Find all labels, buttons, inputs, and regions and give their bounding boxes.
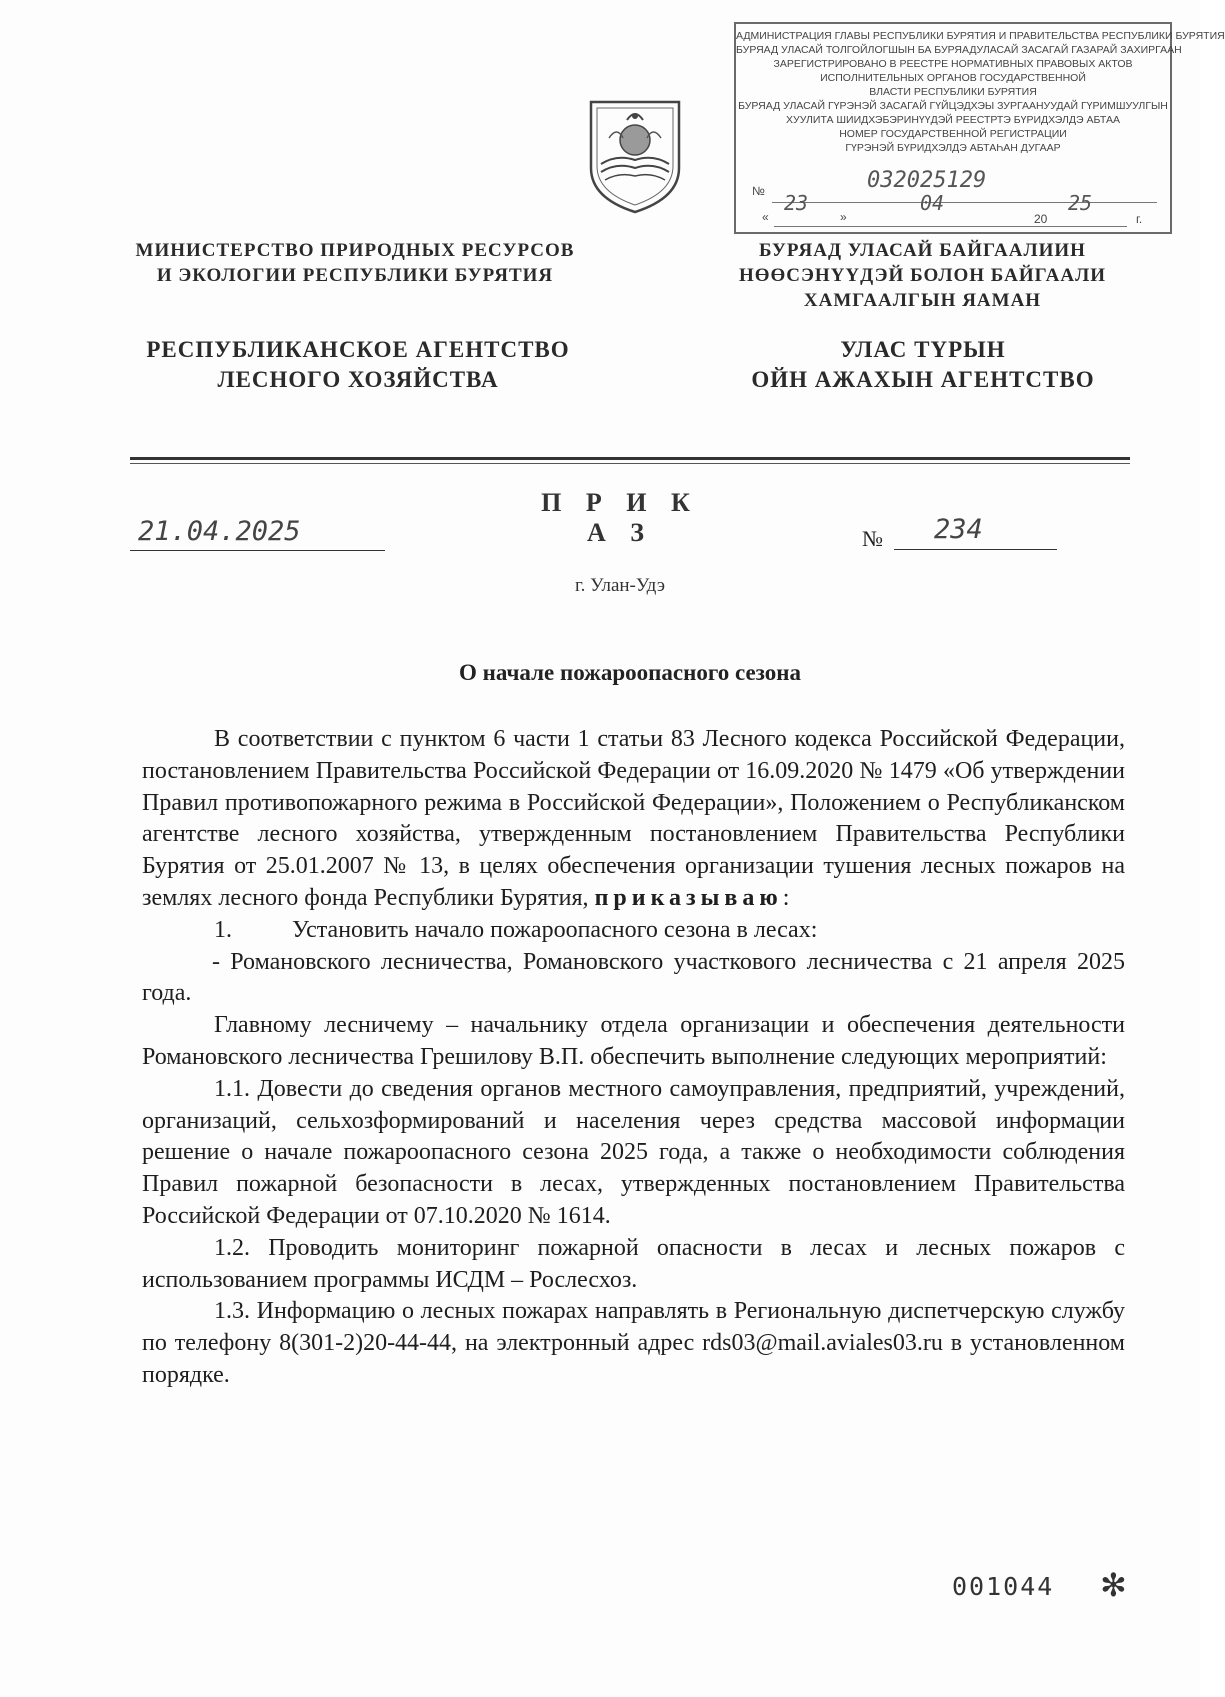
stamp-registration-number: 032025129	[867, 168, 987, 193]
coat-of-arms-icon	[587, 98, 683, 216]
preamble-text: В соответствии с пунктом 6 части 1 статьи 83 Лесного кодекса Российской Федерации, постановлением Правительства Российской Федерации от 16.09.2020 № 1479 «Об утверждении Правил противопожарного режима в Российской Федерации», Положением о Республиканском агентстве лесного хозяйства, утвержденным постановлением Правительства Республики Бурятия от 25.01.2007 № 13, в целях обеспечения организации тушения лесных пожаров на землях лесного фонда Республики Бурятия,	[142, 726, 1125, 911]
preamble-end: :	[782, 884, 790, 911]
stamp-line: АДМИНИСТРАЦИЯ ГЛАВЫ РЕСПУБЛИКИ БУРЯТИЯ И ПРАВИТЕЛЬСТВА РЕСПУБЛИКИ БУРЯТИЯ	[736, 30, 1225, 42]
paragraph-2: Главному лесничему – начальнику отдела организации и обеспечения деятельности Романовского лесничества Грешилову В.П. обеспечить выполнение следующих мероприятий:	[142, 1012, 1125, 1070]
stamp-line: НОМЕР ГОСУДАРСТВЕННОЙ РЕГИСТРАЦИИ	[839, 128, 1067, 140]
stamp-line: ВЛАСТИ РЕСПУБЛИКИ БУРЯТИЯ	[869, 86, 1037, 98]
order-date-field	[130, 516, 385, 551]
stamp-line: БУРЯАД УЛАСАЙ ГҮРЭНЭЙ ЗАСАГАЙ ГҮЙЦЭДХЭЫ ЗУРГААНУУДАЙ ГҮРИМШУУЛГЫН	[738, 100, 1168, 112]
stamp-date-suffix: г.	[1136, 212, 1143, 226]
ministry-name-bua	[720, 238, 1125, 313]
ministry-name-ru-line: МИНИСТЕРСТВО ПРИРОДНЫХ РЕСУРСОВ	[135, 240, 575, 261]
preamble-paragraph	[142, 724, 1125, 915]
stamp-line: ХУУЛИТА ШИИДХЭБЭРИНҮҮДЭЙ РЕЕСТРТЭ БҮРИДХЭЛДЭ АБТАА	[786, 114, 1120, 126]
order-subject: О начале пожароопасного сезона	[458, 660, 802, 685]
stamp-year-prefix: 20	[1034, 212, 1048, 226]
stamp-date-month: 04	[920, 191, 945, 215]
header-divider-thick	[130, 457, 1130, 460]
order-body	[142, 724, 1125, 1392]
agency-name-bua	[728, 335, 1118, 395]
order-number-label: №	[862, 526, 883, 551]
agency-name-ru	[128, 335, 588, 395]
order-number-line	[894, 549, 1057, 550]
order-verb: приказываю	[594, 884, 783, 911]
item-1-2: 1.2. Проводить мониторинг пожарной опасности в лесах и лесных пожаров с использованием программы ИСДМ – Рослесхоз.	[142, 1234, 1125, 1293]
item-1-sub: - Романовского лесничества, Романовского участкового лесничества с 21 апреля 2025 года.	[142, 948, 1125, 1007]
stamp-date-year: 25	[1068, 191, 1093, 215]
ministry-name-ru	[120, 238, 590, 288]
stamp-number-line	[772, 202, 1157, 203]
registration-stamp	[734, 22, 1225, 234]
agency-name-ru-line: ЛЕСНОГО ХОЗЯЙСТВА	[217, 367, 499, 392]
stamp-number-label: №	[752, 184, 765, 198]
stamp-registration-number-row	[752, 168, 1157, 204]
item-1-3: 1.3. Информацию о лесных пожарах направлять в Региональную диспетчерскую службу по телефону 8(301-2)20-44-44, на электронный адрес rds03@mail.aviales03.ru в установленном порядке.	[142, 1298, 1125, 1388]
ministry-name-bua-line: БУРЯАД УЛАСАЙ БАЙГААЛИИН	[759, 240, 1086, 261]
order-number-field	[862, 514, 1057, 551]
header-divider-thin	[130, 463, 1130, 464]
agency-name-ru-line: РЕСПУБЛИКАНСКОЕ АГЕНТСТВО	[146, 337, 570, 362]
item-1-number: 1.	[214, 916, 232, 943]
agency-name-bua-line: УЛАС ТҮРЫН	[840, 337, 1006, 362]
item-1-1: 1.1. Довести до сведения органов местного самоуправления, предприятий, учреждений, организаций, сельхозформирований и населения через средства массовой информации решение о начале пожароопасного сезона 2025 года, а также о необходимости соблюдения Правил пожарной безопасности в лесах, утвержденных постановлением Правительства Российской Федерации от 07.10.2020 № 1614.	[142, 1075, 1125, 1229]
stamp-line: ГҮРЭНЭЙ БҮРИДХЭЛДЭ АБТАҺАН ДУГААР	[845, 142, 1061, 154]
stamp-line: ЗАРЕГИСТРИРОВАНО В РЕЕСТРЕ НОРМАТИВНЫХ ПРАВОВЫХ АКТОВ	[773, 58, 1133, 70]
order-title: П Р И К А З	[541, 488, 699, 547]
ministry-name-ru-line: И ЭКОЛОГИИ РЕСПУБЛИКИ БУРЯТИЯ	[156, 265, 554, 286]
order-date: 21.04.2025	[138, 516, 301, 547]
ministry-name-bua-line: ХАМГААЛГЫН ЯАМАН	[803, 290, 1042, 311]
agency-name-bua-line: ОЙН АЖАХЫН АГЕНТСТВО	[751, 367, 1095, 392]
stamp-quote-close: »	[840, 210, 847, 224]
footer-mark: ✻	[1100, 1566, 1127, 1604]
order-number: 234	[934, 514, 983, 545]
serial-number: 001044	[952, 1572, 1055, 1601]
ministry-name-bua-line: НӨӨСЭНҮҮДЭЙ БОЛОН БАЙГААЛИ	[738, 265, 1107, 286]
order-city: г. Улан-Удэ	[575, 575, 665, 596]
stamp-quote-open: «	[762, 210, 769, 224]
item-1	[142, 915, 1125, 947]
stamp-date-day: 23	[784, 191, 809, 215]
stamp-line: БУРЯАД УЛАСАЙ ТОЛГОЙЛОГШЫН БА БУРЯАДУЛАСАЙ ЗАСАГАЙ ГАЗАРАЙ ЗАХИРГААН	[736, 44, 1182, 56]
stamp-line: ИСПОЛНИТЕЛЬНЫХ ОРГАНОВ ГОСУДАРСТВЕННОЙ	[820, 72, 1086, 84]
item-1-text: Установить начало пожароопасного сезона в лесах:	[292, 916, 818, 943]
